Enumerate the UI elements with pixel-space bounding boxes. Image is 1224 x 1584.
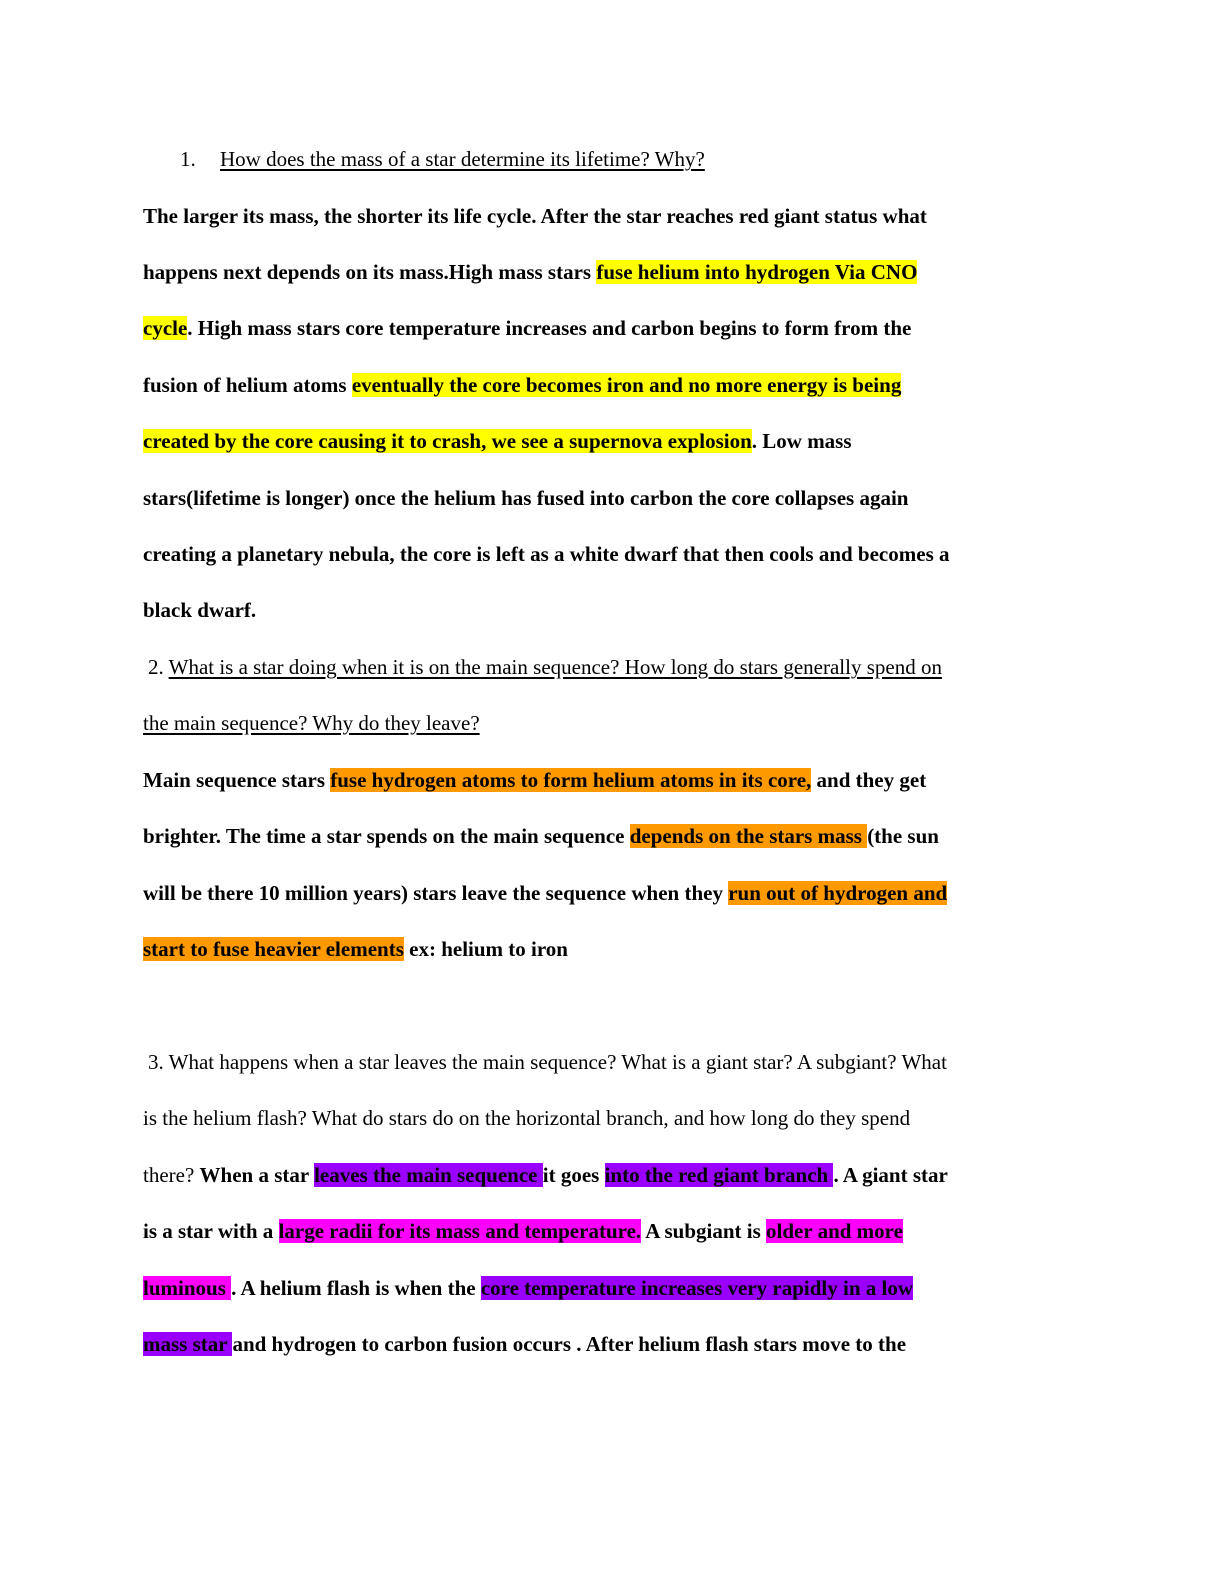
question-1	[180, 145, 705, 173]
answer-text: brighter. The time a star spends on the main sequence	[143, 824, 630, 848]
answer-text: . High mass stars core temperature increases and carbon begins to form from the	[187, 316, 912, 340]
answer-1-line	[143, 258, 917, 286]
highlighted-text-magenta: luminous	[143, 1276, 232, 1300]
answer-2-line	[143, 935, 568, 963]
answer-text: is a star with a	[143, 1219, 279, 1243]
question-3-text: What happens when a star leaves the main sequence? What is a giant star? A subgiant? What	[168, 1050, 947, 1074]
answer-text: black dwarf.	[143, 598, 257, 622]
question-2	[148, 653, 942, 681]
question-3-text-cont: is the helium flash? What do stars do on the horizontal branch, and how long do they spend	[143, 1106, 911, 1130]
answer-1-line	[143, 314, 911, 342]
question-3-cont	[143, 1104, 910, 1132]
question-1-text: How does the mass of a star determine its lifetime? Why?	[220, 147, 705, 171]
answer-text: . A helium flash is when the	[231, 1276, 481, 1300]
highlighted-text-magenta: older and more	[766, 1219, 903, 1243]
answer-text: happens next depends on its mass.High mass stars	[143, 260, 597, 284]
answer-text: Main sequence stars	[143, 768, 331, 792]
answer-1-line	[143, 202, 927, 230]
answer-text: When a star	[199, 1163, 315, 1187]
highlighted-text-purple: leaves the main sequence	[314, 1163, 543, 1187]
answer-3-segments	[200, 1163, 948, 1187]
highlighted-text-yellow: cycle	[143, 316, 188, 340]
answer-text: and they get	[811, 768, 927, 792]
answer-text: . Low mass	[751, 429, 852, 453]
answer-1-line	[143, 427, 852, 455]
answer-text: (the sun	[867, 824, 939, 848]
highlighted-text-purple: core temperature increases very rapidly in a low	[480, 1276, 914, 1300]
highlighted-text-orange: fuse hydrogen atoms to form helium atoms in its core,	[330, 768, 812, 792]
highlighted-text-orange: start to fuse heavier elements	[143, 937, 404, 961]
highlighted-text-yellow: created by the core causing it to crash, we see a supernova explosion	[143, 429, 752, 453]
answer-1-line	[143, 371, 901, 399]
answer-3-line	[143, 1274, 913, 1302]
answer-text: The larger its mass, the shorter its life cycle. After the star reaches red giant status what	[143, 204, 927, 228]
answer-text: creating a planetary nebula, the core is left as a white dwarf that then cools and becomes a	[143, 542, 950, 566]
answer-2-line	[143, 822, 939, 850]
highlighted-text-purple: mass star	[143, 1332, 233, 1356]
answer-2-line	[143, 766, 926, 794]
highlighted-text-purple: into the red giant branch	[604, 1163, 834, 1187]
answer-text: A subgiant is	[641, 1219, 767, 1243]
question-3-number: 3.	[148, 1050, 164, 1074]
question-2-cont	[143, 709, 480, 737]
answer-text: . A giant star	[833, 1163, 948, 1187]
highlighted-text-yellow: fuse helium into hydrogen Via CNO	[596, 260, 918, 284]
highlighted-text-yellow: eventually the core becomes iron and no more energy is being	[351, 373, 902, 397]
answer-text: it goes	[542, 1163, 605, 1187]
answer-text: stars(lifetime is longer) once the helium has fused into carbon the core collapses again	[143, 486, 909, 510]
question-2-text-cont: the main sequence? Why do they leave?	[143, 711, 480, 735]
answer-text: ex: helium to iron	[403, 937, 568, 961]
answer-3-line	[143, 1217, 903, 1245]
answer-3-line	[143, 1161, 948, 1189]
answer-1-line	[143, 596, 256, 624]
answer-text: fusion of helium atoms	[143, 373, 352, 397]
answer-text: will be there 10 million years) stars leave the sequence when they	[143, 881, 729, 905]
answer-3-line	[143, 1330, 906, 1358]
question-2-text: What is a star doing when it is on the main sequence? How long do stars generally spend on	[168, 655, 942, 679]
answer-text: and hydrogen to carbon fusion occurs . After helium flash stars move to the	[232, 1332, 907, 1356]
question-3	[148, 1048, 947, 1076]
highlighted-text-magenta: large radii for its mass and temperature.	[278, 1219, 642, 1243]
highlighted-text-orange: run out of hydrogen and	[728, 881, 948, 905]
highlighted-text-orange: depends on the stars mass	[629, 824, 868, 848]
answer-1-line	[143, 484, 908, 512]
question-1-number: 1.	[180, 147, 196, 171]
answer-2-line	[143, 879, 947, 907]
question-2-number: 2.	[148, 655, 164, 679]
question-3-text-end: there?	[143, 1163, 200, 1187]
answer-1-line	[143, 540, 950, 568]
